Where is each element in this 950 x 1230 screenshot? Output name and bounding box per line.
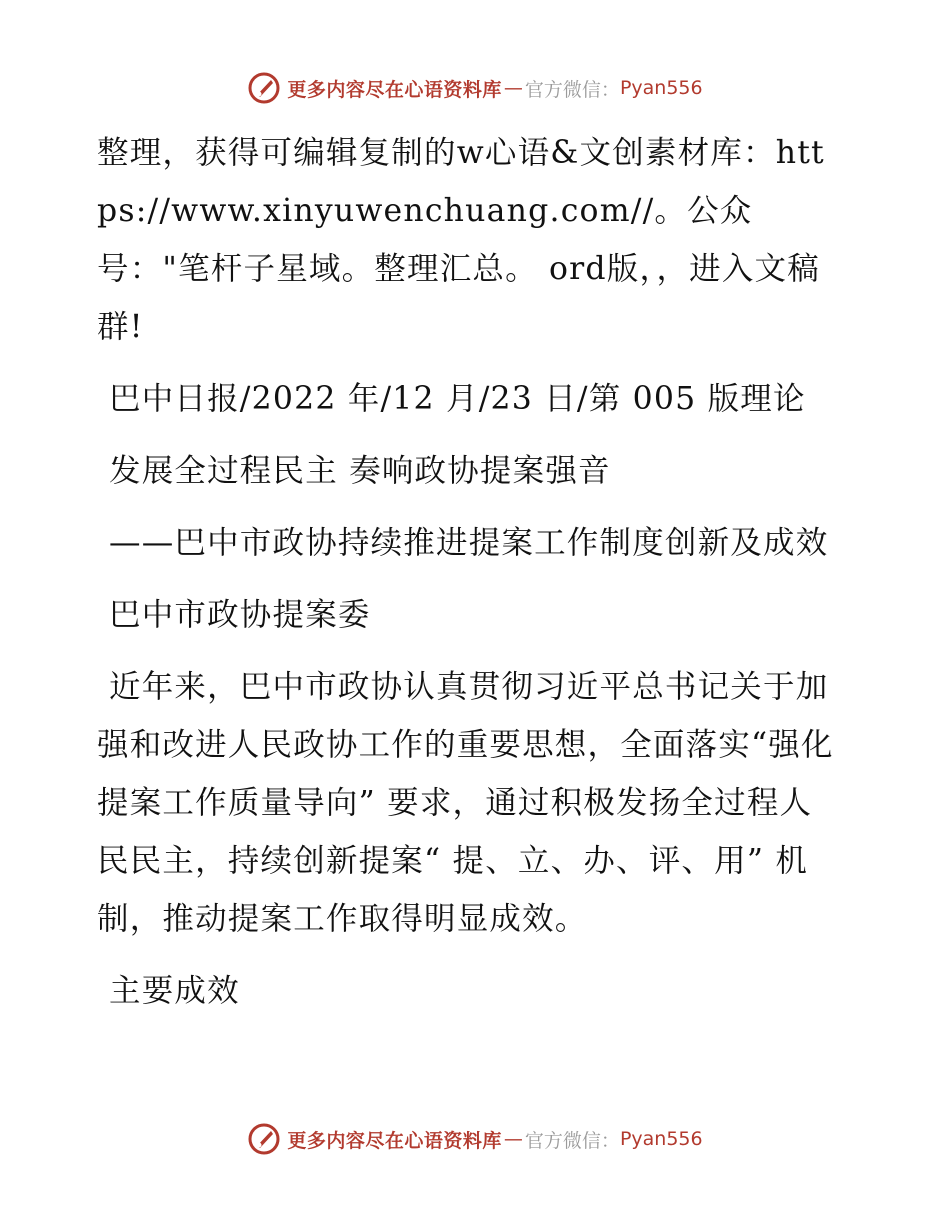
article-title: 发展全过程民主 奏响政协提案强音 (109, 453, 611, 489)
section-heading: 主要成效 (109, 973, 240, 1009)
intro-paragraph: 整理，获得可编辑复制的w心语&文创素材库：https://www.xinyuwenchuang.com//。公众号："笔杆子星域。整理汇总。 ord版，，进入文稿群! (97, 135, 825, 345)
article-subtitle: ——巴中市政协持续推进提案工作制度创新及成效 (109, 525, 829, 561)
watermark-main-text: 更多内容尽在心语资料库 (287, 78, 502, 101)
article-author: 巴中市政协提案委 (109, 597, 371, 633)
watermark-main-text: 更多内容尽在心语资料库 (287, 1129, 502, 1152)
watermark-dash: — (503, 1128, 523, 1150)
watermark-suffix: 官方微信： (524, 78, 620, 101)
body-paragraph: 近年来，巴中市政协认真贯彻习近平总书记关于加强和改进人民政协工作的重要思想，全面落实“强化提案工作质量导向” 要求，通过积极发扬全过程人民民主，持续创新提案“ 提、立、办、评、用” 机制，推动提案工作取得明显成效。 (97, 669, 834, 937)
document-body (97, 124, 842, 1034)
watermark-dash: — (503, 77, 523, 99)
watermark-wechat-id: Pyan556 (619, 77, 703, 99)
watermark-suffix: 官方微信： (524, 1129, 620, 1152)
source-line: 巴中日报/2022 年/12 月/23 日/第 005 版理论 (109, 381, 806, 417)
footer-watermark (0, 1122, 950, 1156)
header-watermark (0, 71, 950, 105)
watermark-wechat-id: Pyan556 (619, 1128, 703, 1150)
quill-logo-icon (247, 71, 281, 105)
quill-logo-icon (247, 1122, 281, 1156)
